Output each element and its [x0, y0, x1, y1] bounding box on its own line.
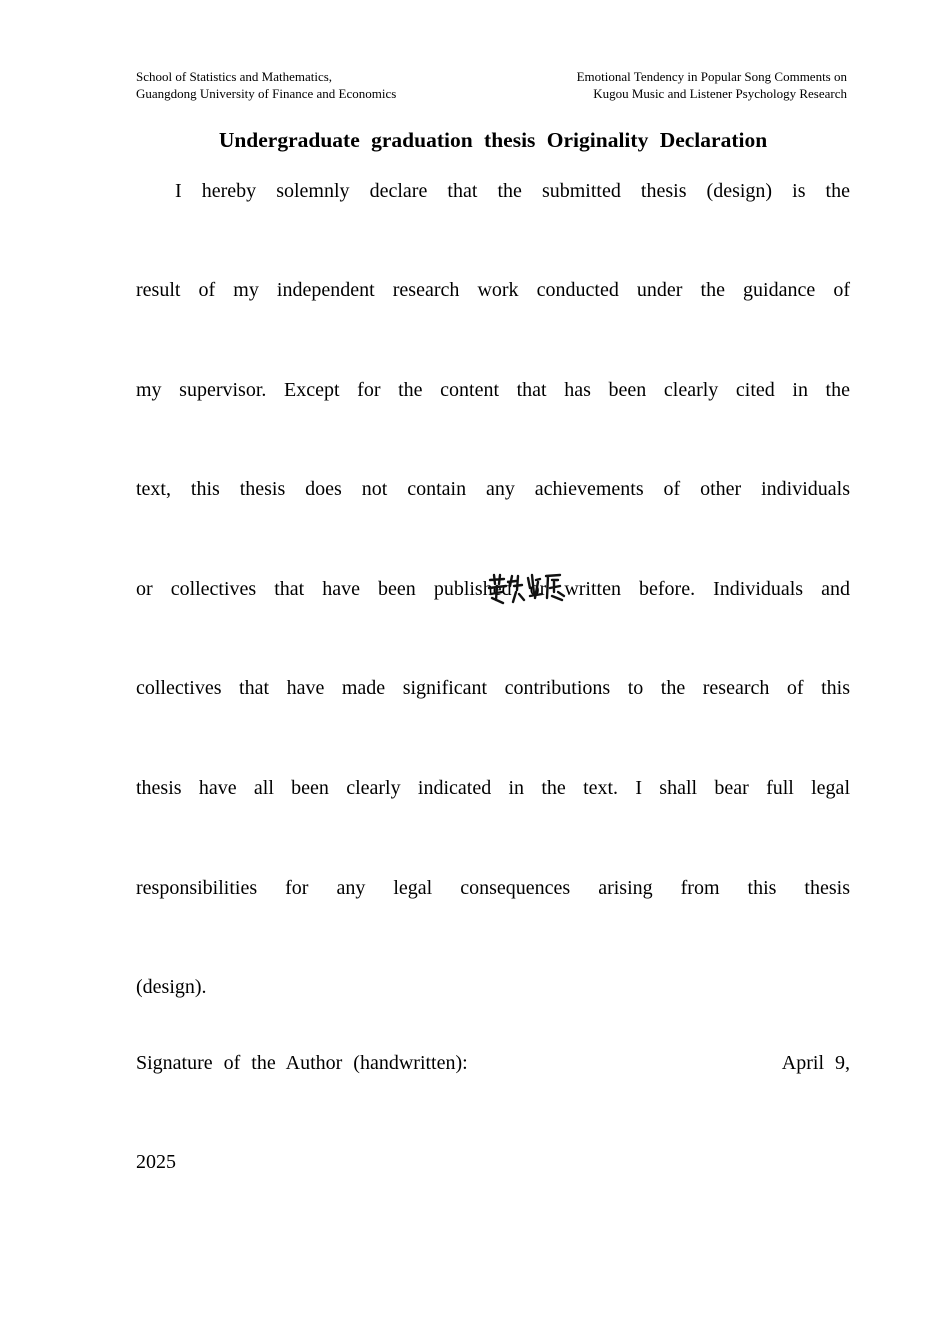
declaration-line: collectives that have made significant contributions to the research of this	[136, 677, 850, 699]
header-thesis-title-line2: Kugou Music and Listener Psychology Research	[593, 86, 847, 101]
handwritten-signature	[486, 570, 566, 606]
signature-year: 2025	[136, 1151, 176, 1173]
declaration-line: result of my independent research work conducted under the guidance of	[136, 279, 850, 301]
declaration-line: I hereby solemnly declare that the submitted thesis (design) is the	[175, 180, 850, 202]
declaration-line: text, this thesis does not contain any achievements of other individuals	[136, 478, 850, 500]
header-right	[577, 68, 847, 102]
declaration-line: thesis have all been clearly indicated in the text. I shall bear full legal	[136, 777, 850, 799]
signature-date: April 9,	[781, 1052, 850, 1074]
declaration-line: or collectives that have been published or written before. Individuals and	[136, 578, 850, 600]
header-university: Guangdong University of Finance and Economics	[136, 86, 397, 101]
signature-label: Signature of the Author (handwritten):	[136, 1052, 468, 1074]
declaration-line: (design).	[136, 976, 207, 998]
header-school: School of Statistics and Mathematics,	[136, 69, 333, 84]
header-left	[136, 68, 396, 102]
page-title: Undergraduate graduation thesis Originality Declaration	[218, 128, 768, 152]
header-thesis-title-line1: Emotional Tendency in Popular Song Comments on	[576, 69, 847, 84]
declaration-line: my supervisor. Except for the content that has been clearly cited in the	[136, 379, 850, 401]
declaration-line: responsibilities for any legal consequences arising from this thesis	[136, 877, 850, 899]
